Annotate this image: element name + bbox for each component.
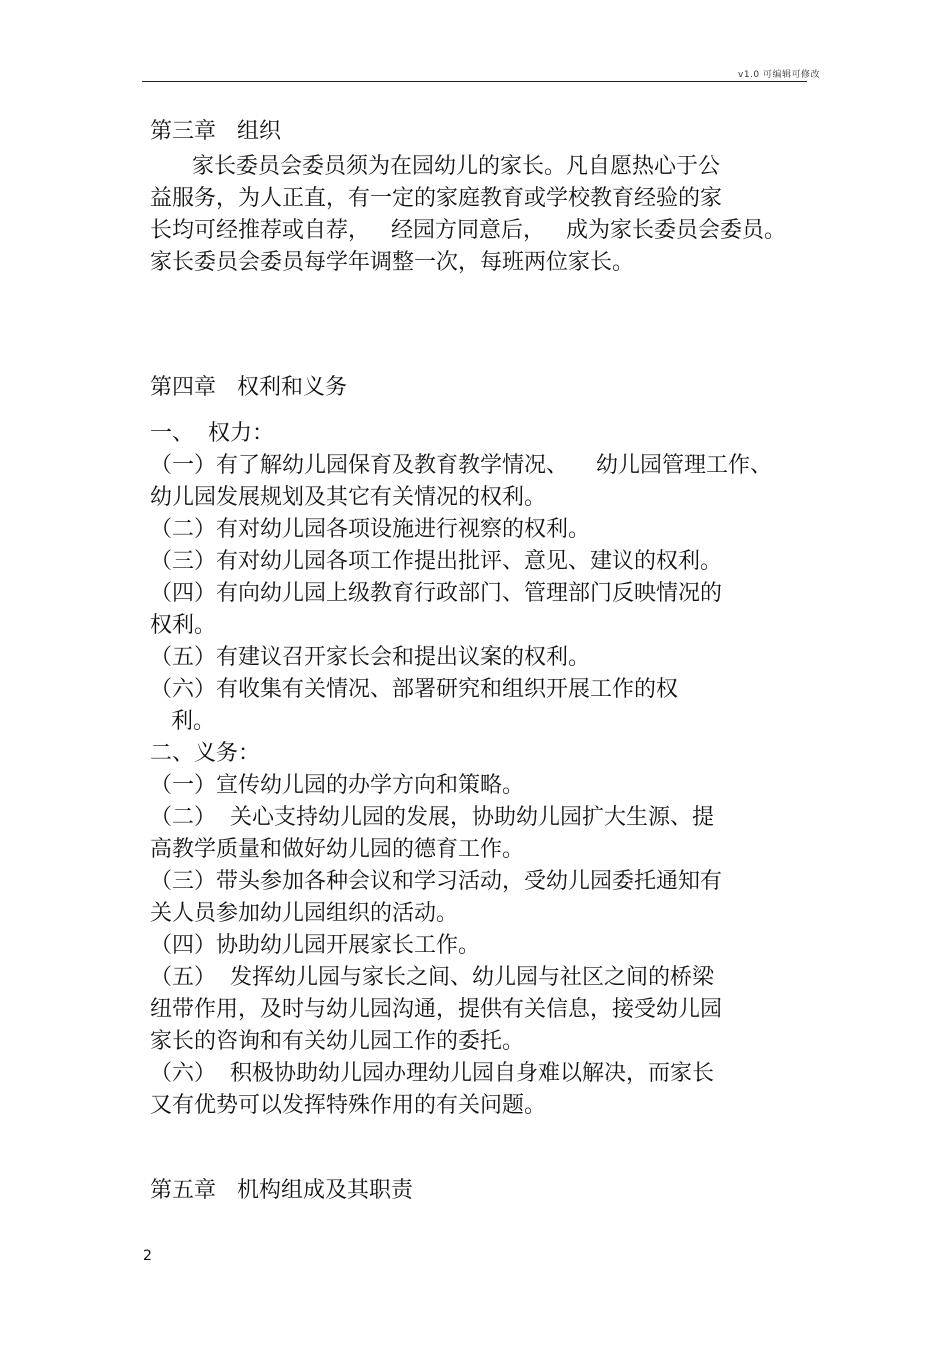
header-version: v1.0 可编辑可修改 xyxy=(738,70,821,80)
duties-line: （四）协助幼儿园开展家长工作。 xyxy=(150,933,481,958)
rights-line: （一）有了解幼儿园保育及教育教学情况、 幼儿园管理工作、 xyxy=(150,453,772,478)
rights-line: （二）有对幼儿园各项设施进行视察的权利。 xyxy=(150,517,591,542)
rights-line: 幼儿园发展规划及其它有关情况的权利。 xyxy=(150,485,547,510)
duties-line: 又有优势可以发挥特殊作用的有关问题。 xyxy=(150,1093,547,1118)
rights-line: （六）有收集有关情况、部署研究和组织开展工作的权 xyxy=(150,677,679,702)
duties-line: （二） 关心支持幼儿园的发展，协助幼儿园扩大生源、提 xyxy=(150,805,714,830)
rights-line: （五）有建议召开家长会和提出议案的权利。 xyxy=(150,645,591,670)
duties-line: 纽带作用，及时与幼儿园沟通，提供有关信息，接受幼儿园 xyxy=(150,997,723,1022)
chapter5-title: 第五章 机构组成及其职责 xyxy=(150,1178,413,1203)
duties-line: 家长的咨询和有关幼儿园工作的委托。 xyxy=(150,1029,525,1054)
paragraph-line: 家长委员会委员须为在园幼儿的家长。凡自愿热心于公 xyxy=(150,154,720,179)
duties-line: （三）带头参加各种会议和学习活动，受幼儿园委托通知有 xyxy=(150,869,723,894)
rights-line: （三）有对幼儿园各项工作提出批评、意见、建议的权利。 xyxy=(150,549,723,574)
duties-line: 高教学质量和做好幼儿园的德育工作。 xyxy=(150,837,525,862)
duties-line: 关人员参加幼儿园组织的活动。 xyxy=(150,901,459,926)
duties-line: （一）宣传幼儿园的办学方向和策略。 xyxy=(150,773,525,798)
rights-line: 权利。 xyxy=(150,613,217,638)
page-number: 2 xyxy=(143,1248,152,1264)
chapter3-title: 第三章 组织 xyxy=(150,119,281,144)
duties-heading: 二、义务： xyxy=(150,741,261,766)
header-rule xyxy=(142,81,807,82)
paragraph-line: 长均可经推荐或自荐， 经园方同意后， 成为家长委员会委员。 xyxy=(150,218,786,243)
paragraph-line: 益服务，为人正直，有一定的家庭教育或学校教育经验的家 xyxy=(150,186,723,211)
rights-line: 利。 xyxy=(150,709,215,734)
paragraph-line: 家长委员会委员每学年调整一次，每班两位家长。 xyxy=(150,250,635,275)
duties-line: （六） 积极协助幼儿园办理幼儿园自身难以解决，而家长 xyxy=(150,1061,714,1086)
duties-line: （五） 发挥幼儿园与家长之间、幼儿园与社区之间的桥梁 xyxy=(150,965,714,990)
chapter4-title: 第四章 权利和义务 xyxy=(150,375,347,400)
rights-heading: 一、 权力： xyxy=(150,421,274,446)
rights-line: （四）有向幼儿园上级教育行政部门、管理部门反映情况的 xyxy=(150,581,723,606)
